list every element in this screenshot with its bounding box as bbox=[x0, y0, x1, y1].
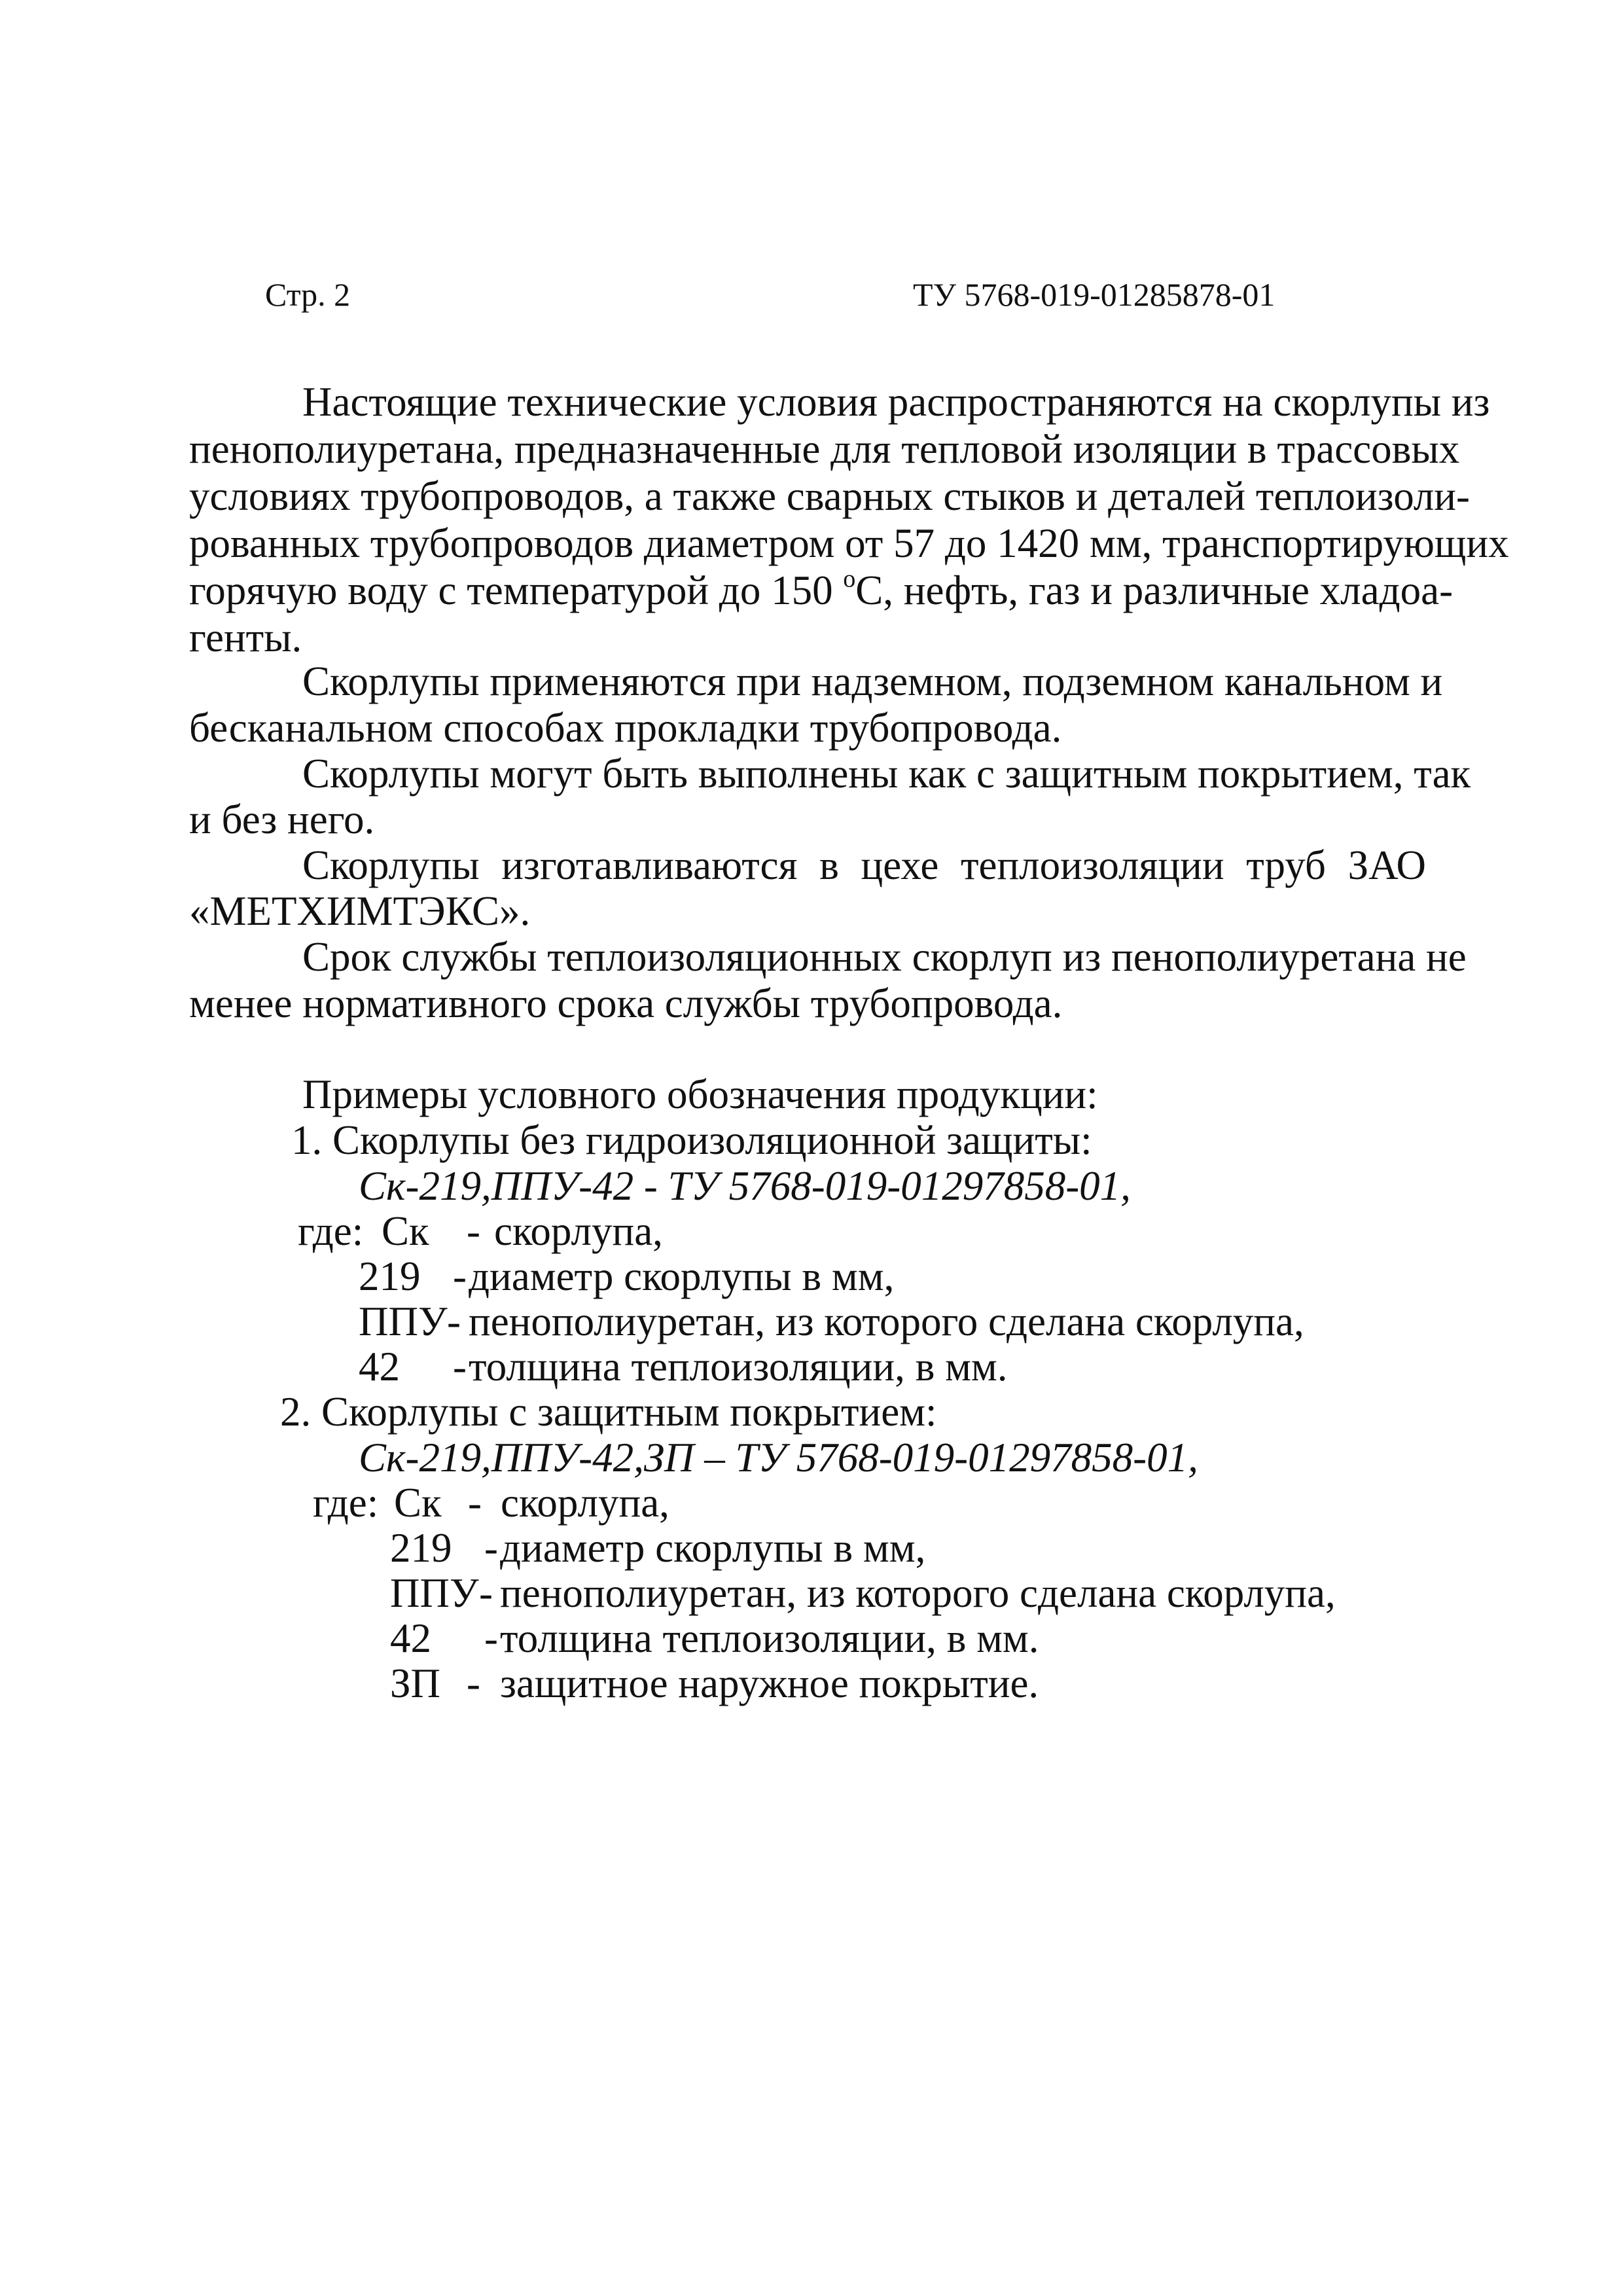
example-1-sep-3: - bbox=[447, 1299, 461, 1344]
paragraph-3-line-1: Скорлупы могут быть выполнены как с защитным покрытием, так bbox=[302, 751, 1471, 797]
example-1-abbr-3: ППУ bbox=[359, 1299, 448, 1344]
example-2-abbr-5: ЗП bbox=[390, 1660, 441, 1706]
example-2-abbr-3: ППУ bbox=[390, 1570, 479, 1616]
example-1-abbr-2: 219 bbox=[359, 1253, 421, 1299]
example-1-desc-1: скорлупа, bbox=[494, 1208, 663, 1254]
example-1-abbr-1: Ск bbox=[382, 1208, 429, 1254]
example-2-abbr-1: Ск bbox=[394, 1480, 442, 1526]
paragraph-2-line-1: Скорлупы применяются при надземном, подземном канальном и bbox=[302, 658, 1443, 704]
example-2-abbr-4: 42 bbox=[390, 1615, 431, 1661]
paragraph-1-line-1: Настоящие технические условия распространяются на скорлупы из bbox=[302, 379, 1490, 425]
paragraph-1-line-6: генты. bbox=[189, 615, 302, 660]
example-2-code: Ск-219,ППУ-42,ЗП – ТУ 5768-019-01297858-01, bbox=[359, 1435, 1198, 1480]
example-2-sep-5: - bbox=[467, 1660, 480, 1706]
examples-title: Примеры условного обозначения продукции: bbox=[302, 1071, 1098, 1117]
paragraph-4-line-1: Скорлупы изготавливаются в цехе теплоизоляции труб ЗАО bbox=[302, 842, 1426, 888]
paragraph-5-line-2: менее нормативного срока службы трубопровода. bbox=[189, 980, 1063, 1026]
example-2-desc-5: защитное наружное покрытие. bbox=[500, 1660, 1039, 1706]
paragraph-1-line-4: рованных трубопроводов диаметром от 57 до 1420 мм, транспортирующих bbox=[189, 520, 1509, 566]
paragraph-1-line-3: условиях трубопроводов, а также сварных стыков и деталей теплоизоли- bbox=[189, 473, 1470, 519]
paragraph-2-line-2: бесканальном способах прокладки трубопровода. bbox=[189, 705, 1062, 751]
paragraph-1-line-2: пенополиуретана, предназначенные для тепловой изоляции в трассовых bbox=[189, 426, 1460, 472]
paragraph-1-line-5-text-b: С, нефть, газ и различные хладоа- bbox=[855, 567, 1454, 613]
paragraph-3-line-2: и без него. bbox=[189, 797, 375, 842]
example-1-sep-2: - bbox=[453, 1253, 467, 1299]
example-1-desc-3: пенополиуретан, из которого сделана скорлупа, bbox=[469, 1299, 1304, 1344]
paragraph-1-line-5-text-a: горячую воду с температурой до 150 bbox=[189, 567, 844, 613]
example-1-sep-4: - bbox=[453, 1344, 467, 1390]
document-number: ТУ 5768-019-01285878-01 bbox=[913, 276, 1275, 313]
example-1-code: Ск-219,ППУ-42 - ТУ 5768-019-01297858-01, bbox=[359, 1163, 1131, 1209]
example-1-heading: 1. Скорлупы без гидроизоляционной защиты: bbox=[291, 1117, 1092, 1163]
degree-superscript: о bbox=[843, 565, 856, 593]
page-number-label: Стр. 2 bbox=[265, 276, 351, 313]
example-1-sep-1: - bbox=[467, 1208, 480, 1254]
example-2-where: где: bbox=[313, 1480, 379, 1526]
example-1-desc-4: толщина теплоизоляции, в мм. bbox=[469, 1344, 1008, 1390]
example-2-sep-4: - bbox=[484, 1615, 498, 1661]
paragraph-5-line-1: Срок службы теплоизоляционных скорлуп из пенополиуретана не bbox=[302, 934, 1467, 980]
example-2-sep-2: - bbox=[484, 1525, 498, 1571]
example-2-desc-3: пенополиуретан, из которого сделана скорлупа, bbox=[500, 1570, 1336, 1616]
example-1-desc-2: диаметр скорлупы в мм, bbox=[469, 1253, 895, 1299]
example-2-desc-1: скорлупа, bbox=[501, 1480, 669, 1526]
paragraph-1-line-5 bbox=[189, 565, 1454, 614]
example-2-heading: 2. Скорлупы с защитным покрытием: bbox=[280, 1389, 937, 1435]
example-2-sep-3: - bbox=[479, 1570, 493, 1616]
example-2-desc-2: диаметр скорлупы в мм, bbox=[500, 1525, 926, 1571]
example-1-abbr-4: 42 bbox=[359, 1344, 400, 1390]
example-2-sep-1: - bbox=[468, 1480, 482, 1526]
example-2-abbr-2: 219 bbox=[390, 1525, 452, 1571]
example-2-desc-4: толщина теплоизоляции, в мм. bbox=[500, 1615, 1039, 1661]
paragraph-4-line-2: «МЕТХИМТЭКС». bbox=[189, 888, 531, 934]
example-1-where: где: bbox=[298, 1208, 364, 1254]
